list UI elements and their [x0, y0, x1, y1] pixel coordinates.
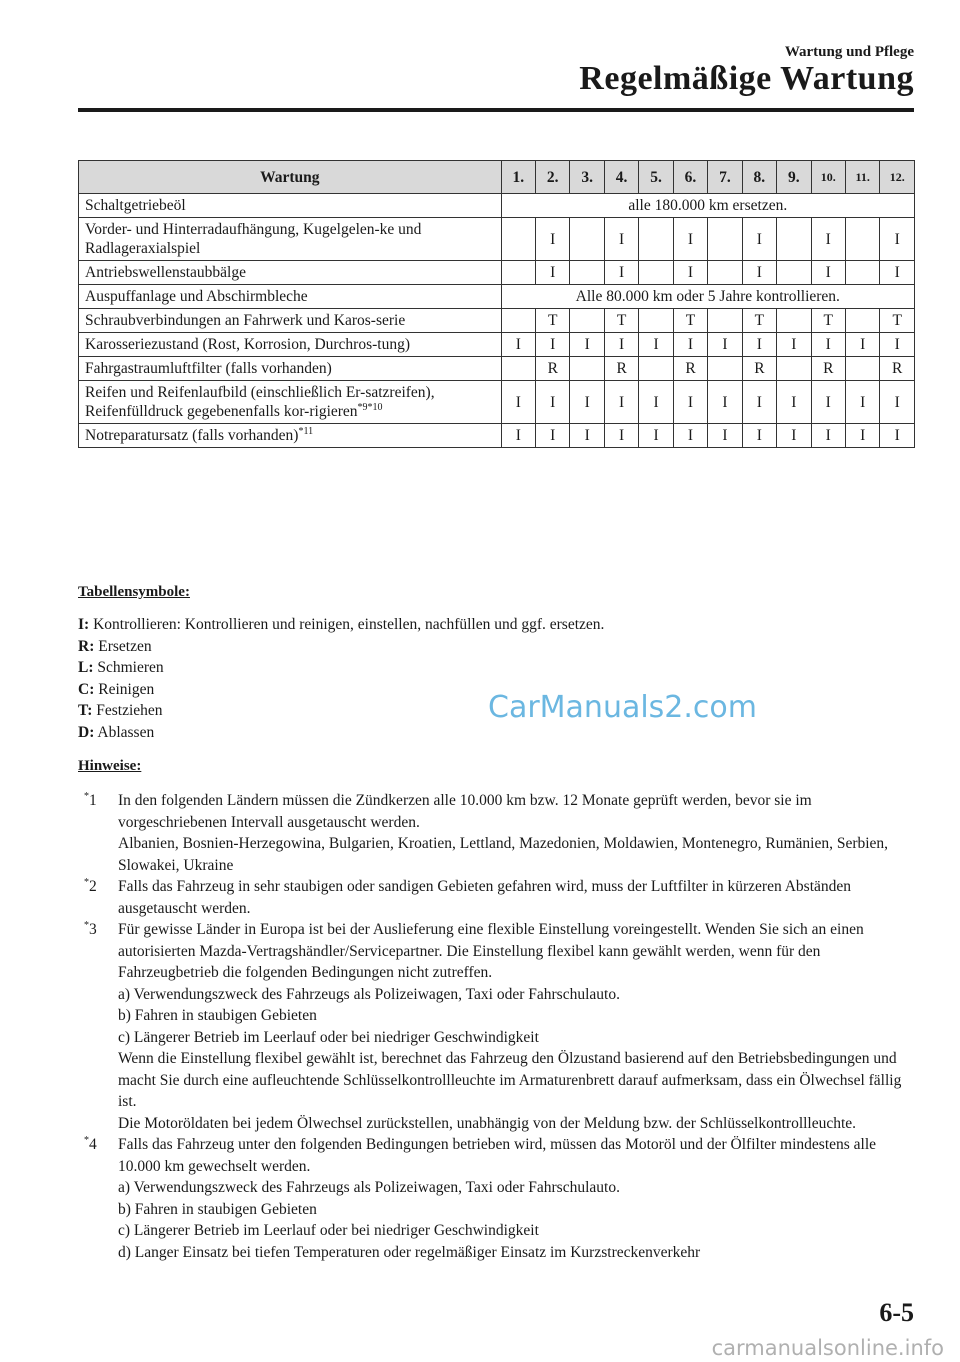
- interval-cell: I: [880, 381, 915, 424]
- interval-cell: I: [570, 381, 604, 424]
- column-header-interval: 12.: [880, 161, 915, 194]
- column-header-interval: 3.: [570, 161, 604, 194]
- interval-cell: I: [742, 333, 776, 357]
- interval-cell: I: [742, 218, 776, 261]
- footer-watermark: carmanualsonline.info: [711, 1336, 944, 1360]
- footnote-mark: *: [84, 1134, 89, 1146]
- interval-cell: T: [811, 309, 845, 333]
- legend-key: D:: [78, 723, 95, 741]
- footnote-text: Für gewisse Länder in Europa ist bei der Auslieferung eine flexible Einstellung voreingestellt. Wenden Sie sich an einen autorisierten Mazda-Vertragshändler/Servicepartner. Die Einstellung flexibel kann gewählt werden, wenn für den Fahrzeugbetrieb die folgenden Bedingungen nicht zutreffen.: [118, 921, 864, 981]
- interval-cell: I: [673, 218, 707, 261]
- column-header-interval: 1.: [501, 161, 535, 194]
- interval-cell: I: [673, 381, 707, 424]
- column-header-interval: 10.: [811, 161, 845, 194]
- interval-cell: I: [536, 333, 570, 357]
- interval-cell: [501, 357, 535, 381]
- interval-cell: T: [536, 309, 570, 333]
- interval-cell: T: [742, 309, 776, 333]
- column-header-interval: 9.: [777, 161, 811, 194]
- item-text: Fahrgastraumluftfilter (falls vorhanden): [85, 360, 332, 377]
- page-title: Regelmäßige Wartung: [579, 60, 914, 97]
- interval-cell: I: [639, 333, 673, 357]
- maintenance-table: [78, 160, 915, 448]
- column-header-interval: 7.: [708, 161, 742, 194]
- row-item-label: [79, 357, 502, 381]
- footnote-text: Wenn die Einstellung flexibel gewählt ist, berechnet das Fahrzeug den Ölzustand basierend auf den Betriebsbedingungen und macht Sie durch eine aufleuchtende Schlüsselkontrollleuchte im Armaturenbrett darauf aufmerksam, dass ein Ölwechsel fällig ist.: [118, 1050, 902, 1110]
- interval-cell: R: [673, 357, 707, 381]
- interval-cell: I: [673, 333, 707, 357]
- interval-cell: I: [536, 424, 570, 448]
- legend-key: C:: [78, 680, 95, 698]
- interval-cell: I: [777, 424, 811, 448]
- footnote-text: Albanien, Bosnien-Herzegowina, Bulgarien, Kroatien, Lettland, Mazedonien, Moldawien, Montenegro, Rumänien, Serbien, Slowakei, Ukraine: [118, 835, 889, 874]
- footnote-subitem: b) Fahren in staubigen Gebieten: [118, 1200, 317, 1218]
- footnote-mark: *: [84, 790, 89, 802]
- notes-heading: Hinweise:: [78, 758, 142, 774]
- legend-text: Ablassen: [97, 723, 155, 741]
- interval-cell: [501, 261, 535, 285]
- interval-cell: [501, 309, 535, 333]
- row-item-label: [79, 218, 502, 261]
- column-header-interval: 6.: [673, 161, 707, 194]
- interval-cell: I: [845, 381, 879, 424]
- interval-cell: I: [811, 218, 845, 261]
- column-header-interval: 2.: [536, 161, 570, 194]
- section-heading: Wartung und Pflege: [784, 44, 914, 60]
- interval-cell: I: [639, 424, 673, 448]
- interval-cell: I: [604, 261, 638, 285]
- interval-cell: I: [880, 424, 915, 448]
- item-text: Karosseriezustand (Rost, Korrosion, Durchros-tung): [85, 336, 411, 353]
- interval-cell: I: [845, 333, 879, 357]
- interval-cell: [570, 357, 604, 381]
- interval-cell: [639, 218, 673, 261]
- interval-cell: I: [777, 381, 811, 424]
- footnote-subitem: a) Verwendungszweck des Fahrzeugs als Polizeiwagen, Taxi oder Fahrschulauto.: [118, 1179, 620, 1196]
- interval-cell: I: [811, 333, 845, 357]
- header-divider: [78, 108, 914, 112]
- interval-cell: [639, 261, 673, 285]
- table-row: [79, 218, 915, 261]
- interval-cell: I: [673, 424, 707, 448]
- legend-text: Kontrollieren: Kontrollieren und reinigen, einstellen, nachfüllen und ggf. ersetzen.: [93, 616, 605, 633]
- interval-cell: [777, 357, 811, 381]
- footnote-number: [84, 919, 97, 941]
- row-item-label: [79, 309, 502, 333]
- interval-cell: R: [880, 357, 915, 381]
- interval-cell: [845, 261, 879, 285]
- legend-key: T:: [78, 702, 93, 719]
- item-text: Notreparatursatz (falls vorhanden): [85, 427, 299, 444]
- interval-cell: I: [777, 333, 811, 357]
- row-item-label: [79, 333, 502, 357]
- interval-cell: I: [708, 424, 742, 448]
- interval-cell: [570, 309, 604, 333]
- interval-cell: [570, 218, 604, 261]
- item-text: Reifen und Reifenlaufbild (einschließlich Er-satzreifen), Reifenfülldruck gegebenenfalls kor-rigieren: [85, 384, 435, 420]
- row-item-label: [79, 285, 502, 309]
- item-text: Auspuffanlage und Abschirmbleche: [85, 288, 308, 305]
- table-row: [79, 357, 915, 381]
- table-row: [79, 309, 915, 333]
- interval-cell: T: [604, 309, 638, 333]
- footnote-subitem: b) Fahren in staubigen Gebieten: [118, 1007, 317, 1024]
- table-row: [79, 261, 915, 285]
- interval-cell: [777, 261, 811, 285]
- legend-text: Festziehen: [96, 702, 163, 719]
- interval-cell: [639, 357, 673, 381]
- interval-cell: I: [742, 381, 776, 424]
- footnote-digit: 3: [89, 921, 97, 938]
- table-row: [79, 333, 915, 357]
- interval-cell: [845, 218, 879, 261]
- interval-cell: [570, 261, 604, 285]
- interval-cell: I: [639, 381, 673, 424]
- watermark: CarManuals2.com: [488, 690, 758, 725]
- interval-cell: I: [673, 261, 707, 285]
- interval-cell: I: [604, 218, 638, 261]
- interval-cell: I: [604, 424, 638, 448]
- interval-span-cell: alle 180.000 km ersetzen.: [501, 194, 914, 218]
- interval-cell: I: [742, 261, 776, 285]
- interval-cell: T: [673, 309, 707, 333]
- footnote-subitem: c) Längerer Betrieb im Leerlauf oder bei niedriger Geschwindigkeit: [118, 1028, 539, 1046]
- interval-cell: I: [708, 381, 742, 424]
- footnote-mark: *: [84, 919, 89, 931]
- interval-cell: I: [536, 381, 570, 424]
- interval-cell: R: [536, 357, 570, 381]
- interval-cell: T: [880, 309, 915, 333]
- legend-text: Schmieren: [97, 659, 164, 676]
- interval-cell: I: [811, 424, 845, 448]
- interval-cell: [501, 218, 535, 261]
- footnote-subitem: d) Langer Einsatz bei tiefen Temperaturen oder regelmäßiger Einsatz im Kurzstreckenverkehr: [118, 1243, 701, 1261]
- interval-cell: R: [604, 357, 638, 381]
- row-item-label: [79, 194, 502, 218]
- footnote-digit: 4: [89, 1136, 97, 1153]
- legend-item: [78, 614, 604, 636]
- footnote-number: [84, 876, 97, 898]
- footnote-ref: *11: [298, 425, 314, 437]
- interval-cell: [777, 218, 811, 261]
- footnote-digit: 1: [89, 792, 97, 809]
- interval-cell: R: [811, 357, 845, 381]
- interval-cell: [708, 357, 742, 381]
- interval-cell: I: [708, 333, 742, 357]
- interval-cell: I: [536, 218, 570, 261]
- interval-cell: [708, 261, 742, 285]
- interval-cell: I: [880, 261, 915, 285]
- column-header-interval: 11.: [845, 161, 879, 194]
- row-item-label: [79, 261, 502, 285]
- interval-cell: [639, 309, 673, 333]
- legend-heading: Tabellensymbole:: [78, 584, 190, 600]
- table-row: [79, 194, 915, 218]
- footnote: [78, 1134, 918, 1263]
- interval-span-cell: Alle 80.000 km oder 5 Jahre kontrollieren.: [501, 285, 914, 309]
- interval-cell: I: [742, 424, 776, 448]
- column-header-item: Wartung: [79, 161, 502, 194]
- footnote: [78, 919, 918, 1134]
- interval-cell: [708, 218, 742, 261]
- footnote: [78, 790, 918, 876]
- interval-cell: I: [845, 424, 879, 448]
- interval-cell: [777, 309, 811, 333]
- footnote-number: [84, 1134, 97, 1156]
- footnote-text: Falls das Fahrzeug unter den folgenden Bedingungen betrieben wird, müssen das Motoröl und der Ölfilter mindestens alle 10.000 km gewechselt werden.: [118, 1136, 877, 1175]
- legend-text: Ersetzen: [98, 637, 152, 655]
- page-number: 6-5: [879, 1298, 914, 1327]
- footnote-subitem: a) Verwendungszweck des Fahrzeugs als Polizeiwagen, Taxi oder Fahrschulauto.: [118, 985, 620, 1003]
- interval-cell: I: [811, 261, 845, 285]
- interval-cell: I: [604, 381, 638, 424]
- legend-item: [78, 636, 604, 658]
- footnote-digit: 2: [89, 878, 97, 895]
- legend-item: [78, 657, 604, 679]
- footnote-text: In den folgenden Ländern müssen die Zündkerzen alle 10.000 km bzw. 12 Monate geprüft werden, bevor sie im vorgeschriebenen Intervall ausgetauscht werden.: [118, 792, 812, 831]
- table-row: [79, 285, 915, 309]
- footnote-number: [84, 790, 97, 812]
- footnote-mark: *: [84, 876, 89, 888]
- interval-cell: I: [880, 333, 915, 357]
- interval-cell: [845, 357, 879, 381]
- footnote-subitem: c) Längerer Betrieb im Leerlauf oder bei niedriger Geschwindigkeit: [118, 1222, 539, 1239]
- column-header-interval: 5.: [639, 161, 673, 194]
- item-text: Antriebswellenstaubbälge: [85, 264, 246, 281]
- interval-cell: I: [536, 261, 570, 285]
- row-item-label: [79, 424, 502, 448]
- table-row: [79, 381, 915, 424]
- interval-cell: I: [501, 333, 535, 357]
- interval-cell: I: [880, 218, 915, 261]
- column-header-interval: 8.: [742, 161, 776, 194]
- table-row: [79, 424, 915, 448]
- item-text: Schaltgetriebeöl: [85, 197, 186, 214]
- footnote-text: Die Motoröldaten bei jedem Ölwechsel zurückstellen, unabhängig von der Meldung bzw. der Schlüsselkontrollleuchte.: [118, 1114, 857, 1132]
- footnote: [78, 876, 918, 919]
- interval-cell: I: [570, 333, 604, 357]
- column-header-interval: 4.: [604, 161, 638, 194]
- legend-key: R:: [78, 637, 95, 655]
- interval-cell: I: [811, 381, 845, 424]
- notes-list: [78, 790, 918, 1263]
- interval-cell: I: [501, 381, 535, 424]
- item-text: Schraubverbindungen an Fahrwerk und Karos-serie: [85, 312, 406, 329]
- legend-key: L:: [78, 659, 94, 676]
- row-item-label: [79, 381, 502, 424]
- interval-cell: I: [570, 424, 604, 448]
- table-header-row: [79, 161, 915, 194]
- legend-text: Reinigen: [98, 680, 155, 698]
- footnote-text: Falls das Fahrzeug in sehr staubigen oder sandigen Gebieten gefahren wird, muss der Luftfilter in kürzeren Abständen ausgetauscht werden.: [118, 878, 852, 917]
- interval-cell: R: [742, 357, 776, 381]
- interval-cell: [708, 309, 742, 333]
- legend-key: I:: [78, 616, 90, 633]
- interval-cell: I: [604, 333, 638, 357]
- interval-cell: [845, 309, 879, 333]
- footnote-ref: *9*10: [357, 401, 383, 413]
- interval-cell: I: [501, 424, 535, 448]
- item-text: Vorder- und Hinterradaufhängung, Kugelgelen-ke und Radlageraxialspiel: [85, 221, 422, 257]
